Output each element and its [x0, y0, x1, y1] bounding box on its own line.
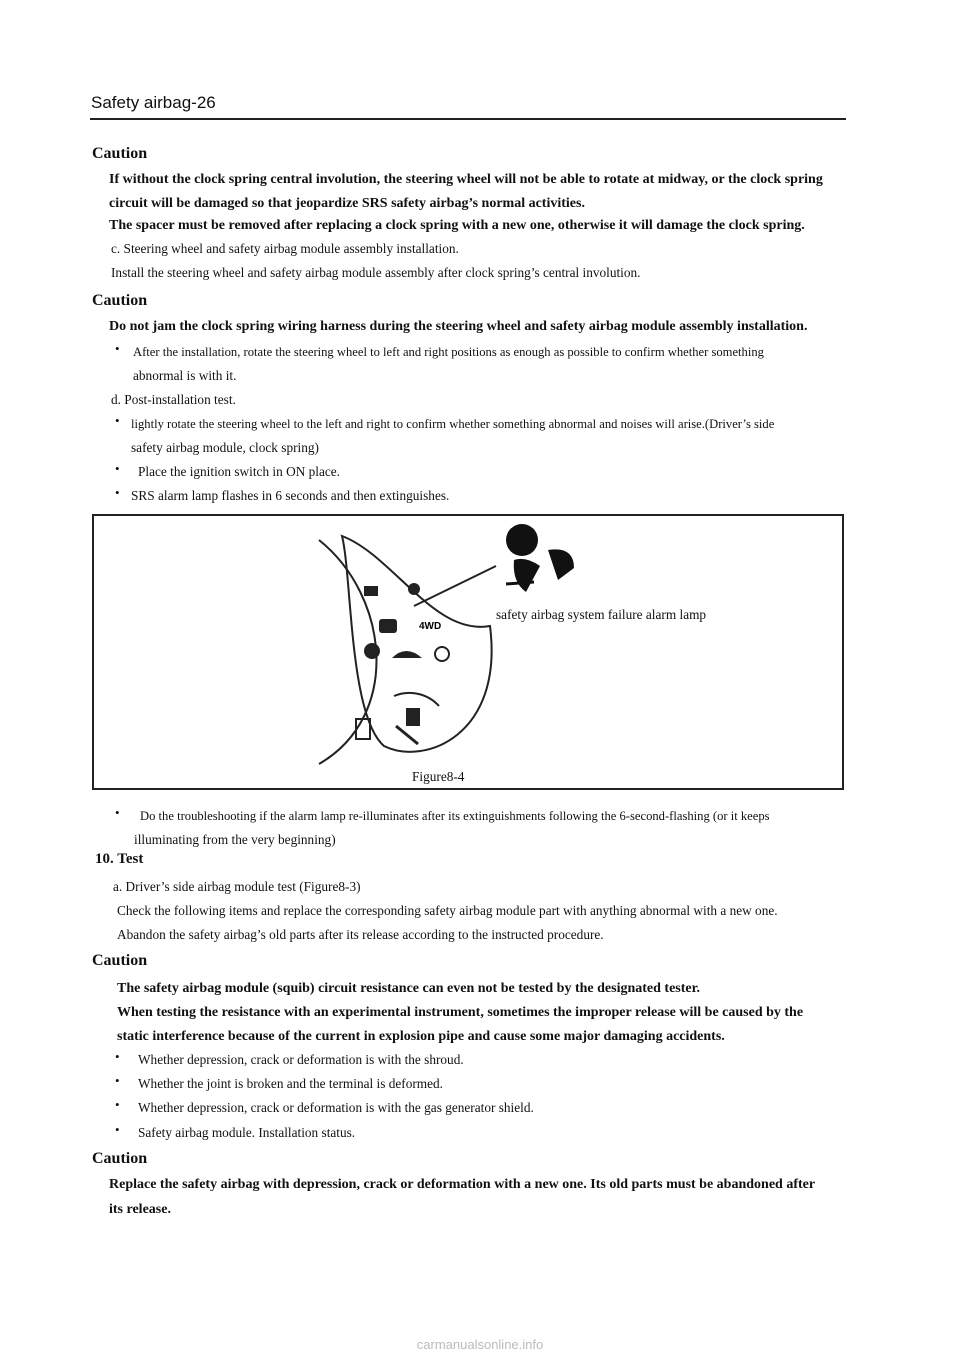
bullet-glyph: • — [115, 805, 120, 820]
step-a-item: a. Driver’s side airbag module test (Figure8-3) — [113, 879, 361, 894]
check-joint: Whether the joint is broken and the terminal is deformed. — [138, 1076, 443, 1091]
section-heading-test: 10. Test — [95, 851, 144, 867]
page-header-title: Safety airbag-26 — [91, 93, 216, 112]
bullet-glyph: • — [115, 1073, 120, 1088]
caution-1-line-2: circuit will be damaged so that jeopardize SRS safety airbag’s normal activities. — [109, 196, 585, 211]
bullet-glyph: • — [115, 461, 120, 476]
step-c-item: c. Steering wheel and safety airbag module assembly installation. — [111, 241, 459, 256]
bullet-after-install-2: abnormal is with it. — [133, 368, 237, 383]
caution-heading-4: Caution — [92, 1150, 148, 1167]
caution-heading-3: Caution — [92, 952, 148, 969]
check-gas-generator: Whether depression, crack or deformation is with the gas generator shield. — [138, 1100, 534, 1115]
check-shroud: Whether depression, crack or deformation is with the shroud. — [138, 1052, 464, 1067]
figure-caption: Figure8-4 — [412, 769, 465, 784]
test-text-1: Check the following items and replace the corresponding safety airbag module part with anything abnormal with a new one. — [117, 903, 778, 918]
step-c-text: Install the steering wheel and safety airbag module assembly after clock spring’s central involution. — [111, 265, 641, 280]
caution-1-line-3: The spacer must be removed after replacing a clock spring with a new one, otherwise it will damage the clock spring. — [109, 218, 805, 233]
bullet-srs-lamp: SRS alarm lamp flashes in 6 seconds and then extinguishes. — [131, 488, 450, 503]
bullet-glyph: • — [115, 1097, 120, 1112]
bullet-troubleshoot-1: Do the troubleshooting if the alarm lamp re-illuminates after its extinguishments following the 6-second-flashing (or it keeps — [140, 809, 770, 823]
figure-8-4 — [92, 514, 844, 790]
bullet-glyph: • — [115, 485, 120, 500]
caution-heading-1: Caution — [92, 145, 148, 162]
bullet-after-install-1: After the installation, rotate the steering wheel to left and right positions as enough as possible to confirm whether something — [133, 345, 764, 359]
caution-heading-2: Caution — [92, 292, 148, 309]
caution-3-line-2: When testing the resistance with an experimental instrument, sometimes the improper release will be caused by the — [117, 1005, 804, 1020]
caution-1-line-1: If without the clock spring central involution, the steering wheel will not be able to rotate at midway, or the clock spring — [109, 172, 823, 187]
four-wd-label: 4WD — [419, 621, 442, 632]
bullet-glyph: • — [115, 1049, 120, 1064]
instrument-panel-illustration — [94, 516, 842, 788]
check-installation: Safety airbag module. Installation status. — [138, 1125, 356, 1140]
figure-label: safety airbag system failure alarm lamp — [496, 607, 707, 622]
step-d-item: d. Post-installation test. — [111, 392, 236, 407]
caution-4-line-1: Replace the safety airbag with depression, crack or deformation with a new one. Its old parts must be abandoned after — [109, 1177, 816, 1192]
watermark: carmanualsonline.info — [416, 1337, 544, 1352]
bullet-rotate-1: lightly rotate the steering wheel to the left and right to confirm whether something abnormal and noises will arise.(Driver’s side — [131, 417, 775, 431]
header-rule — [90, 118, 846, 120]
caution-4-line-2: its release. — [109, 1202, 171, 1217]
caution-2-line-1: Do not jam the clock spring wiring harness during the steering wheel and safety airbag module assembly installation. — [109, 319, 808, 334]
bullet-ignition: Place the ignition switch in ON place. — [138, 464, 340, 479]
test-text-2: Abandon the safety airbag’s old parts after its release according to the instructed procedure. — [117, 927, 604, 942]
caution-3-line-3: static interference because of the current in explosion pipe and cause some major damaging accidents. — [117, 1029, 725, 1044]
bullet-glyph: • — [115, 413, 120, 428]
bullet-glyph: • — [115, 1122, 120, 1137]
airbag-alarm-icon — [504, 516, 584, 596]
bullet-troubleshoot-2: illuminating from the very beginning) — [134, 832, 336, 847]
caution-3-line-1: The safety airbag module (squib) circuit resistance can even not be tested by the designated tester. — [117, 981, 701, 996]
bullet-rotate-2: safety airbag module, clock spring) — [131, 440, 319, 455]
bullet-glyph: • — [115, 341, 120, 356]
